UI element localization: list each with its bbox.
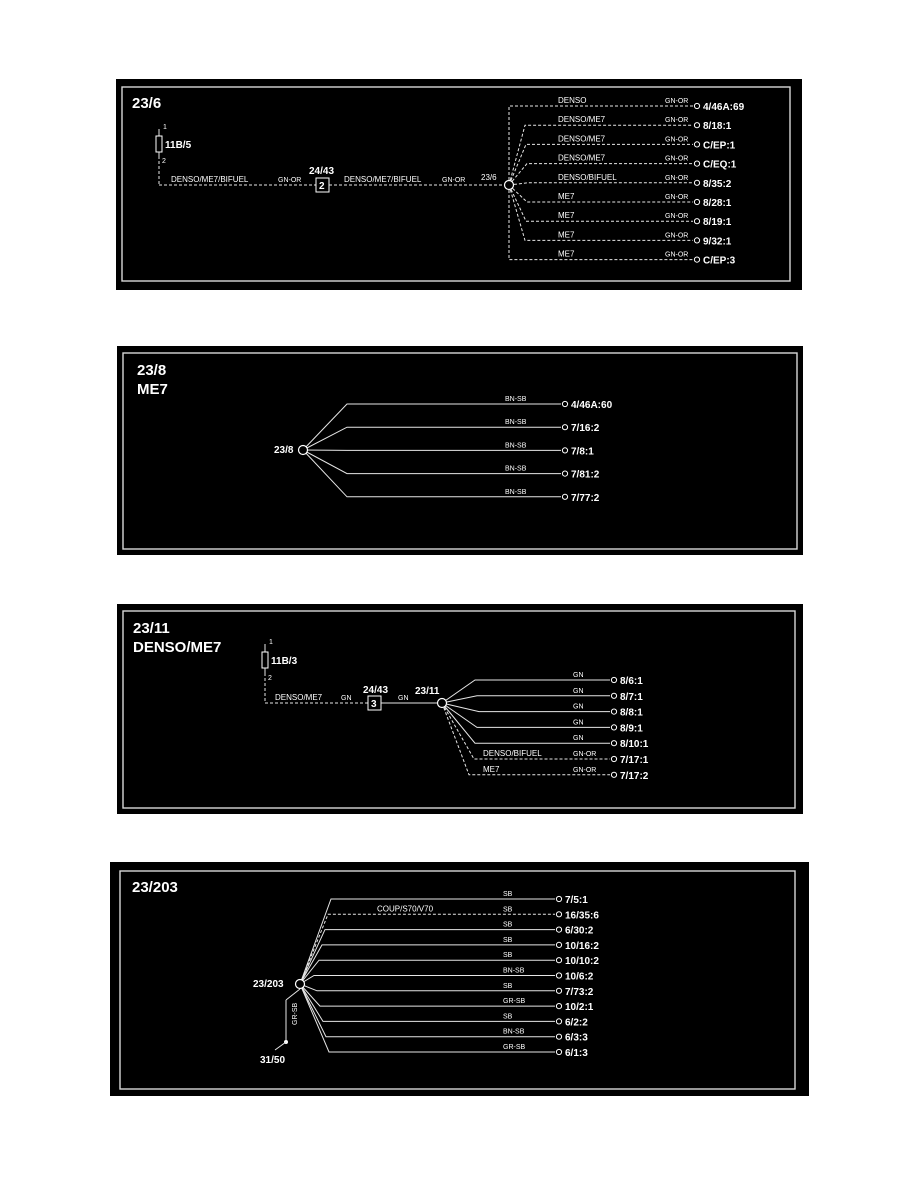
panel-frame [122,87,790,281]
branch-wire [509,185,736,267]
branch-color-label: GN-OR [665,213,689,221]
fuse-pin-top: 1 [163,124,167,131]
wiring-diagram-23-203 [110,862,809,1096]
splice-point [505,181,514,190]
branch-wire [300,983,594,998]
terminal-symbol [556,1034,561,1039]
branch-destination-label: 10/2:1 [565,1002,594,1014]
branch-wire [442,703,649,766]
fuse-pin-bottom: 2 [268,675,272,682]
branch-color-label: BN-SB [505,396,527,403]
branch-destination-label: 6/30:2 [565,925,594,937]
terminal-symbol [611,709,616,714]
terminal-symbol [562,401,567,406]
branch-destination-label: 8/9:1 [620,723,643,735]
panel-subtitle: DENSO/ME7 [133,639,222,656]
terminal-symbol [611,677,616,682]
branch-color-label: GN-OR [665,155,689,163]
branch-color-label: SB [503,891,513,898]
terminal-symbol [556,1049,561,1054]
branch-variant-label: DENSO/ME7 [558,115,606,125]
branch-wire [300,922,594,984]
panel-frame [123,611,795,808]
branch-wire [509,134,736,185]
branch-variant-label: DENSO/BIFUEL [558,172,617,182]
branch-wire [303,396,613,450]
branch-color-label: GN-OR [665,174,689,182]
terminal-symbol [694,238,699,243]
branch-color-label: GN-OR [665,251,689,259]
diagram-panel-23-6 [116,79,802,290]
diagram-panel-23-11 [117,604,803,814]
branch-wire [300,904,599,984]
connector-label: 24/43 [363,685,389,696]
terminal-symbol [556,896,561,901]
terminal-symbol [694,219,699,224]
splice-label: 23/11 [415,686,440,697]
branch-destination-label: 8/35:2 [703,178,732,190]
branch-color-label: GN-OR [665,232,689,240]
branch-wire [509,185,732,247]
branch-color-label: BN-SB [503,1028,525,1036]
branch-destination-label: 6/3:3 [565,1032,588,1044]
branch-wire [509,185,732,228]
branch-color-label: SB [503,982,513,990]
fuse-label: 11B/3 [271,656,298,667]
terminal-symbol [694,161,699,166]
branch-wire [303,450,600,504]
branch-destination-label: 7/8:1 [571,446,594,458]
branch-color-label: BN-SB [505,465,527,473]
feed2-variant-label: DENSO/ME7/BIFUEL [344,175,422,184]
terminal-symbol [694,257,699,262]
terminal-symbol [562,425,567,430]
wiring-diagram-23-6 [116,79,802,290]
branch-destination-label: 7/73:2 [565,986,594,998]
terminal-symbol [562,471,567,476]
branch-destination-label: 8/28:1 [703,198,732,209]
feed-variant-label: DENSO/ME7/BIFUEL [171,175,249,184]
branch-wire [303,419,600,450]
branch-color-label: SB [503,1013,513,1021]
fuse-label: 11B/5 [165,140,192,151]
branch-color-label: GN-OR [665,136,689,144]
terminal-symbol [562,448,567,453]
branch-variant-label: DENSO/ME7 [558,134,606,144]
branch-wire [509,173,732,190]
branch-color-label: GN-OR [665,117,689,125]
branch-destination-label: 7/17:1 [620,755,649,766]
branch-variant-label: ME7 [483,764,500,774]
branch-destination-label: 6/2:2 [565,1017,588,1029]
branch-destination-label: 9/32:1 [703,236,732,248]
branch-destination-label: 8/8:1 [620,707,643,719]
terminal-symbol [611,756,616,761]
branch-wire [442,703,649,782]
branch-destination-label: C/EP:1 [703,140,736,152]
feed2-color-label: GN-OR [442,177,466,184]
branch-destination-label: 6/1:3 [565,1048,588,1059]
branch-wire [303,450,600,481]
panel-frame [123,353,797,549]
ground-color-label: GR-SB [292,1002,299,1025]
feed-color-label: GN [341,695,352,702]
branch-destination-label: 7/17:2 [620,770,649,782]
branch-wire [442,703,643,719]
branch-wire [300,968,594,985]
branch-destination-label: 7/16:2 [571,423,600,435]
branch-destination-label: 10/10:2 [565,956,599,968]
branch-destination-label: 16/35:6 [565,910,599,922]
connector-pin: 2 [319,181,325,192]
branch-color-label: GN [573,719,584,727]
terminal-symbol [556,958,561,963]
ground-wire-end [275,1042,286,1050]
diagram-panel-23-203 [110,862,809,1096]
branch-variant-label: ME7 [558,192,575,201]
branch-wire [300,891,588,984]
ground-label: 31/50 [260,1055,286,1066]
terminal-symbol [556,912,561,917]
branch-destination-label: 10/16:2 [565,940,599,952]
feed2-color-label: GN [398,695,409,702]
branch-destination-label: 10/6:2 [565,971,594,983]
terminal-symbol [562,494,567,499]
terminal-symbol [611,772,616,777]
branch-wire [300,984,588,1044]
branch-color-label: GN [573,735,584,743]
terminal-symbol [556,1019,561,1024]
terminal-symbol [556,973,561,978]
feed-variant-label: DENSO/ME7 [275,693,323,702]
panel-title: 23/203 [132,879,178,896]
branch-variant-label: ME7 [558,211,575,221]
branch-destination-label: 8/18:1 [703,121,732,133]
terminal-symbol [694,180,699,185]
ground-wire-diagonal [286,989,300,1000]
branch-color-label: GN-OR [573,766,597,774]
branch-color-label: BN-SB [505,442,527,450]
branch-color-label: SB [503,921,513,929]
branch-color-label: SB [503,906,513,914]
branch-wire [509,185,732,209]
branch-destination-label: C/EP:3 [703,255,736,267]
branch-color-label: GN-OR [665,98,689,105]
terminal-symbol [556,988,561,993]
branch-destination-label: 7/81:2 [571,469,600,481]
branch-variant-label: ME7 [558,249,575,259]
branch-color-label: BN-SB [505,419,527,427]
wiring-diagram-23-8 [117,346,803,555]
terminal-symbol [611,693,616,698]
terminal-symbol [556,927,561,932]
fuse-pin-top: 1 [269,639,273,646]
branch-color-label: BN-SB [503,967,525,975]
splice-label: 23/8 [274,445,294,456]
branch-destination-label: 8/6:1 [620,676,643,687]
branch-destination-label: 8/10:1 [620,739,649,751]
branch-wire [303,442,594,457]
branch-color-label: GN-OR [573,751,597,758]
branch-destination-label: 4/46A:60 [571,400,613,411]
terminal-symbol [694,123,699,128]
connector-pin: 3 [371,699,377,710]
branch-color-label: GN [573,672,584,679]
terminal-symbol [694,199,699,204]
wiring-diagram-23-11 [117,604,803,814]
branch-destination-label: 8/19:1 [703,217,732,229]
branch-destination-label: 7/5:1 [565,895,588,906]
branch-color-label: GR-SB [503,998,526,1006]
branch-destination-label: 4/46A:69 [703,102,745,113]
branch-color-label: SB [503,952,513,960]
branch-wire [509,115,732,185]
branch-color-label: GN [573,703,584,711]
branch-color-label: BN-SB [505,488,527,496]
branch-variant-label: DENSO [558,96,587,105]
branch-destination-label: 7/77:2 [571,492,600,504]
splice-label: 23/6 [481,173,497,182]
branch-variant-label: ME7 [558,230,575,240]
branch-variant-label: DENSO/BIFUEL [483,749,542,758]
feed-color-label: GN-OR [278,177,302,184]
fuse-symbol [156,136,162,152]
fuse-symbol [262,652,268,668]
splice-point [299,446,308,455]
splice-point [438,699,447,708]
branch-color-label: GR-SB [503,1044,526,1051]
terminal-symbol [556,1004,561,1009]
branch-destination-label: C/EQ:1 [703,159,737,171]
panel-title: 23/6 [132,95,162,112]
terminal-symbol [611,725,616,730]
branch-destination-label: 8/7:1 [620,691,643,703]
branch-color-label: GN-OR [665,194,689,201]
splice-label: 23/203 [253,979,284,990]
panel-subtitle: ME7 [137,381,168,398]
branch-color-label: SB [503,936,513,944]
fuse-pin-bottom: 2 [162,158,166,165]
terminal-symbol [611,741,616,746]
branch-variant-label: COUP/S70/V70 [377,904,434,914]
terminal-symbol [556,942,561,947]
splice-point [296,980,305,989]
branch-color-label: GN [573,687,584,695]
terminal-symbol [694,103,699,108]
branch-variant-label: DENSO/ME7 [558,153,606,163]
panel-frame [120,871,795,1089]
connector-label: 24/43 [309,166,335,177]
panel-title: 23/11 [133,620,170,637]
branch-wire [300,984,594,1013]
branch-wire [300,952,599,984]
terminal-symbol [694,142,699,147]
branch-wire [442,688,643,703]
panel-title: 23/8 [137,362,167,379]
diagram-panel-23-8 [117,346,803,555]
branch-wire [442,703,643,734]
